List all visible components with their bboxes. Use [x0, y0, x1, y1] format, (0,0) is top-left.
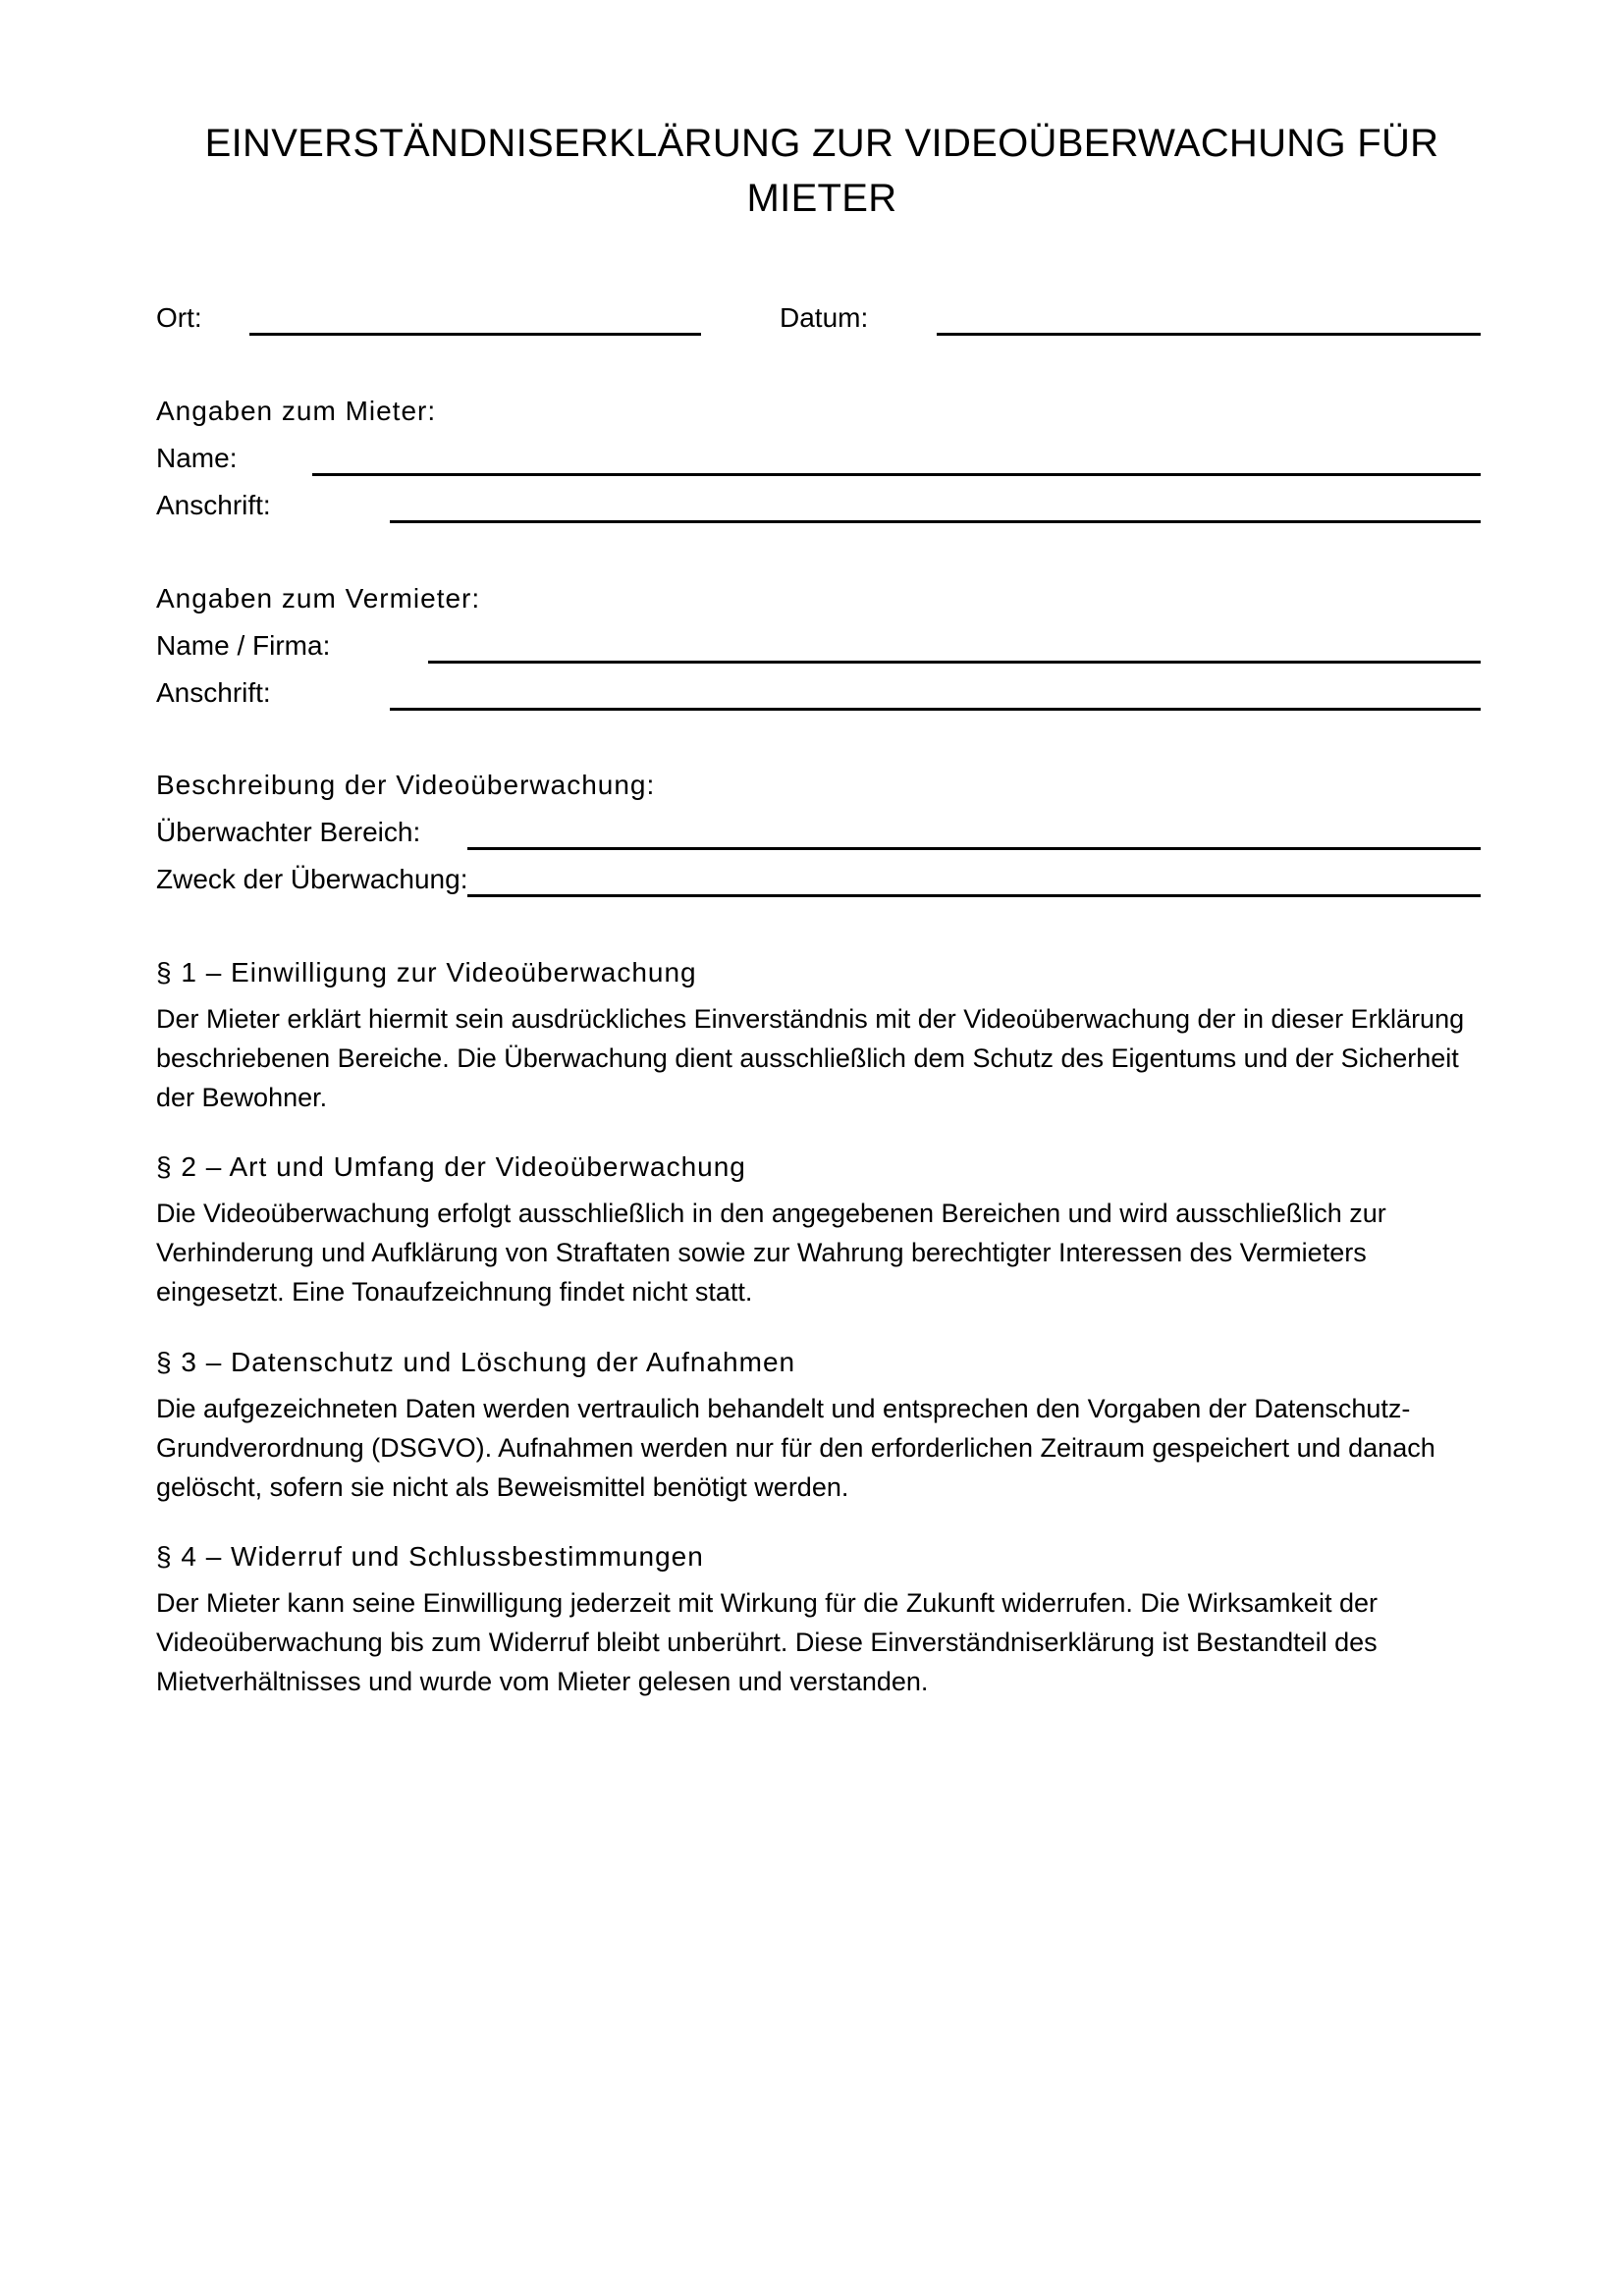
zweck-label: Zweck der Überwachung:	[156, 864, 468, 894]
document-title: EINVERSTÄNDNISERKLÄRUNG ZUR VIDEOÜBERWACHUNG FÜR MIETER	[204, 122, 1439, 220]
ort-label: Ort:	[156, 302, 202, 333]
paragraph-4-heading: § 4 – Widerruf und Schlussbestimmungen	[156, 1541, 704, 1572]
paragraph-3-heading: § 3 – Datenschutz und Löschung der Aufnahmen	[156, 1347, 796, 1377]
bereich-field[interactable]	[467, 847, 1481, 850]
datum-label: Datum:	[780, 302, 869, 333]
mieter-anschrift-label: Anschrift:	[156, 490, 271, 520]
datum-field[interactable]	[937, 333, 1481, 336]
ort-field[interactable]	[249, 333, 701, 336]
vermieter-heading: Angaben zum Vermieter:	[156, 583, 481, 614]
paragraph-2-text: Die Videoüberwachung erfolgt ausschließlich in den angegebenen Bereichen und wird ausschließlich zur Verhinderung und Aufklärung von Straftaten sowie zur Wahrung berechtigter Interessen des Vermieters eingesetzt. Eine Tonaufzeichnung findet nicht statt.	[156, 1199, 1386, 1307]
vermieter-anschrift-label: Anschrift:	[156, 677, 271, 708]
paragraph-1-text: Der Mieter erklärt hiermit sein ausdrückliches Einverständnis mit der Videoüberwachung der in dieser Erklärung beschriebenen Bereiche. Die Überwachung dient ausschließlich dem Schutz des Eigentums und der Sicherheit der Bewohner.	[156, 1004, 1465, 1112]
mieter-heading: Angaben zum Mieter:	[156, 396, 437, 426]
zweck-field[interactable]	[467, 894, 1481, 897]
vermieter-name-field[interactable]	[428, 661, 1481, 664]
mieter-anschrift-field[interactable]	[390, 520, 1481, 523]
paragraph-2-heading: § 2 – Art und Umfang der Videoüberwachung	[156, 1151, 746, 1182]
mieter-name-field[interactable]	[312, 473, 1481, 476]
paragraph-4-text: Der Mieter kann seine Einwilligung jederzeit mit Wirkung für die Zukunft widerrufen. Die Wirksamkeit der Videoüberwachung bis zum Widerruf bleibt unberührt. Diese Einverständniserklärung ist Bestandteil des Mietverhältnisses und wurde vom Mieter gelesen und verstanden.	[156, 1588, 1378, 1696]
vermieter-anschrift-field[interactable]	[390, 708, 1481, 711]
vermieter-name-label: Name / Firma:	[156, 630, 331, 661]
paragraph-3-text: Die aufgezeichneten Daten werden vertraulich behandelt und entsprechen den Vorgaben der Datenschutz-Grundverordnung (DSGVO). Aufnahmen werden nur für den erforderlichen Zeitraum gespeichert und danach gelöscht, sofern sie nicht als Beweismittel benötigt werden.	[156, 1394, 1435, 1502]
bereich-label: Überwachter Bereich:	[156, 817, 421, 847]
mieter-name-label: Name:	[156, 443, 238, 473]
paragraph-1-heading: § 1 – Einwilligung zur Videoüberwachung	[156, 957, 697, 988]
beschreibung-heading: Beschreibung der Videoüberwachung:	[156, 770, 656, 800]
